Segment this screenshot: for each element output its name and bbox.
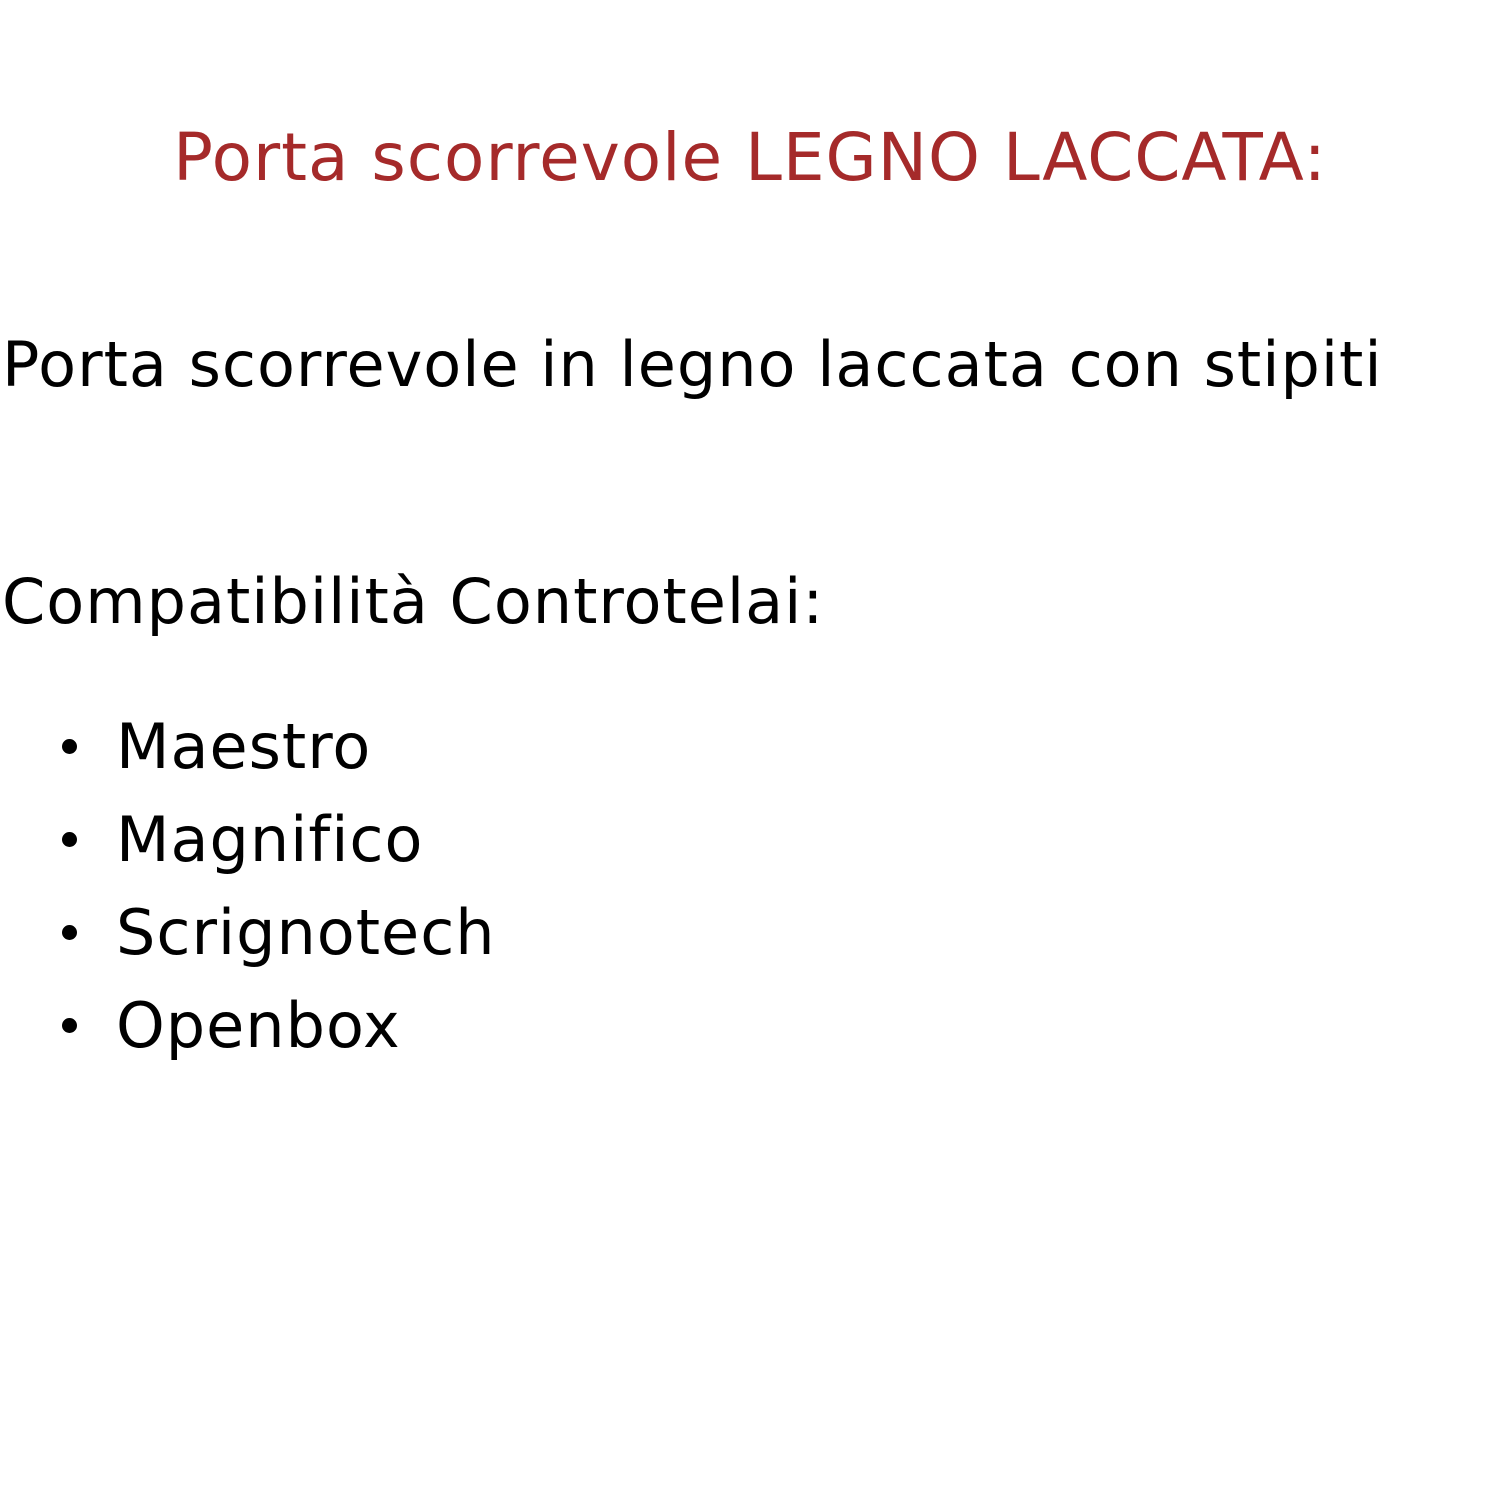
bullet-icon	[62, 1018, 77, 1033]
page-title: Porta scorrevole LEGNO LACCATA:	[173, 119, 1327, 196]
bullet-icon	[62, 925, 77, 940]
list-item-label: Magnifico	[116, 803, 424, 876]
bullet-icon	[62, 832, 77, 847]
product-description: Porta scorrevole in legno laccata con stipiti	[2, 328, 1383, 401]
list-item-label: Maestro	[116, 710, 372, 783]
compatibility-heading: Compatibilità Controtelai:	[2, 565, 825, 638]
bullet-icon	[62, 739, 77, 754]
list-item-label: Openbox	[116, 989, 401, 1062]
list-item-label: Scrignotech	[116, 896, 496, 969]
